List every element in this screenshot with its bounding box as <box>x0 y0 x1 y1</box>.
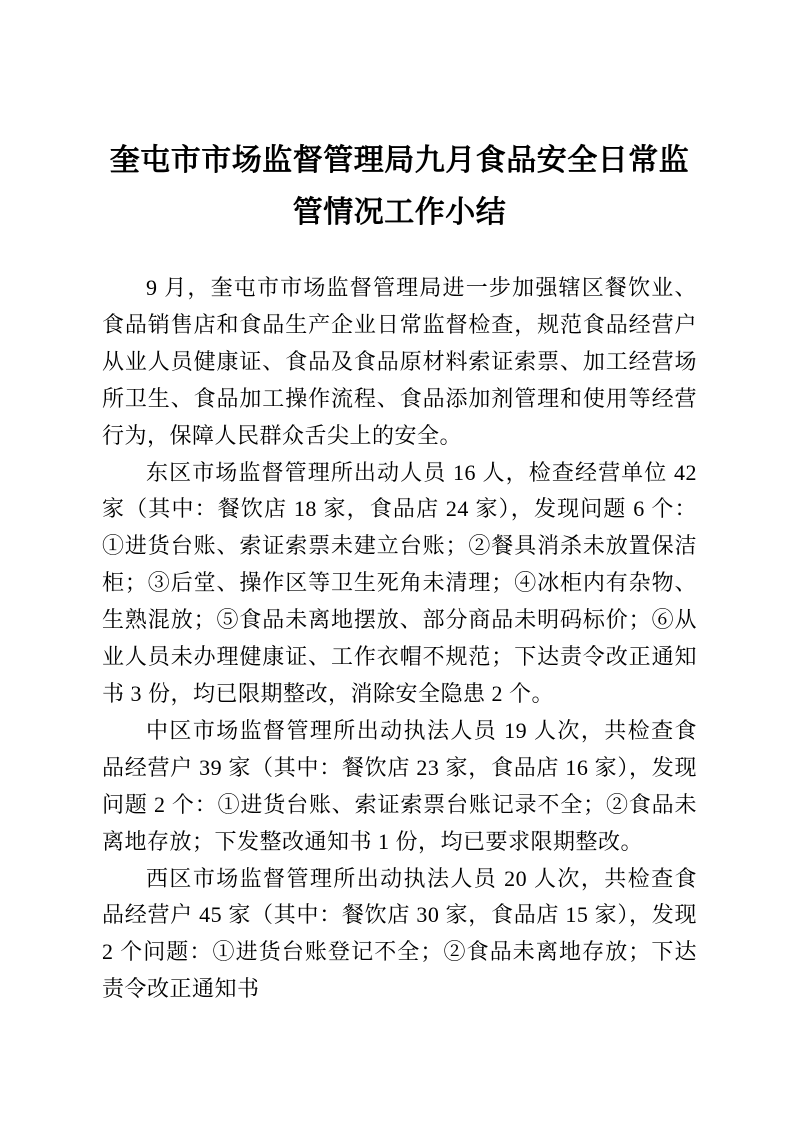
document-title: 奎屯市市场监督管理局九月食品安全日常监管情况工作小结 <box>109 144 690 229</box>
paragraph-intro: 9 月，奎屯市市场监督管理局进一步加强辖区餐饮业、食品销售店和食品生产企业日常监督检查，规范食品经营户从业人员健康证、食品及食品原材料索证索票、加工经营场所卫生、食品加工操作流程、食品添加剂管理和使用等经营行为，保障人民群众舌尖上的安全。 <box>102 275 697 448</box>
paragraph-west-district: 西区市场监督管理所出动执法人员 20 人次，共检查食品经营户 45 家（其中：餐饮店 30 家，食品店 15 家），发现 2 个问题：①进货台账登记不全；②食品未离地存放；下达责令改正通知书 <box>102 865 697 1002</box>
document-content <box>102 0 697 1008</box>
document-body <box>102 270 697 1008</box>
paragraph-east-district: 东区市场监督管理所出动人员 16 人，检查经营单位 42 家（其中：餐饮店 18 家，食品店 24 家），发现问题 6 个：①进货台账、索证索票未建立台账；②餐具消杀未放置保洁柜；③后堂、操作区等卫生死角未清理；④冰柜内有杂物、生熟混放；⑤食品未离地摆放、部分商品未明码标价；⑥从业人员未办理健康证、工作衣帽不规范；下达责令改正通知书 3 份，均已限期整改，消除安全隐患 2 个。 <box>102 459 697 706</box>
paragraph-central-district: 中区市场监督管理所出动执法人员 19 人次，共检查食品经营户 39 家（其中：餐饮店 23 家，食品店 16 家），发现问题 2 个：①进货台账、索证索票台账记录不全；②食品未离地存放；下发整改通知书 1 份，均已要求限期整改。 <box>102 717 697 854</box>
